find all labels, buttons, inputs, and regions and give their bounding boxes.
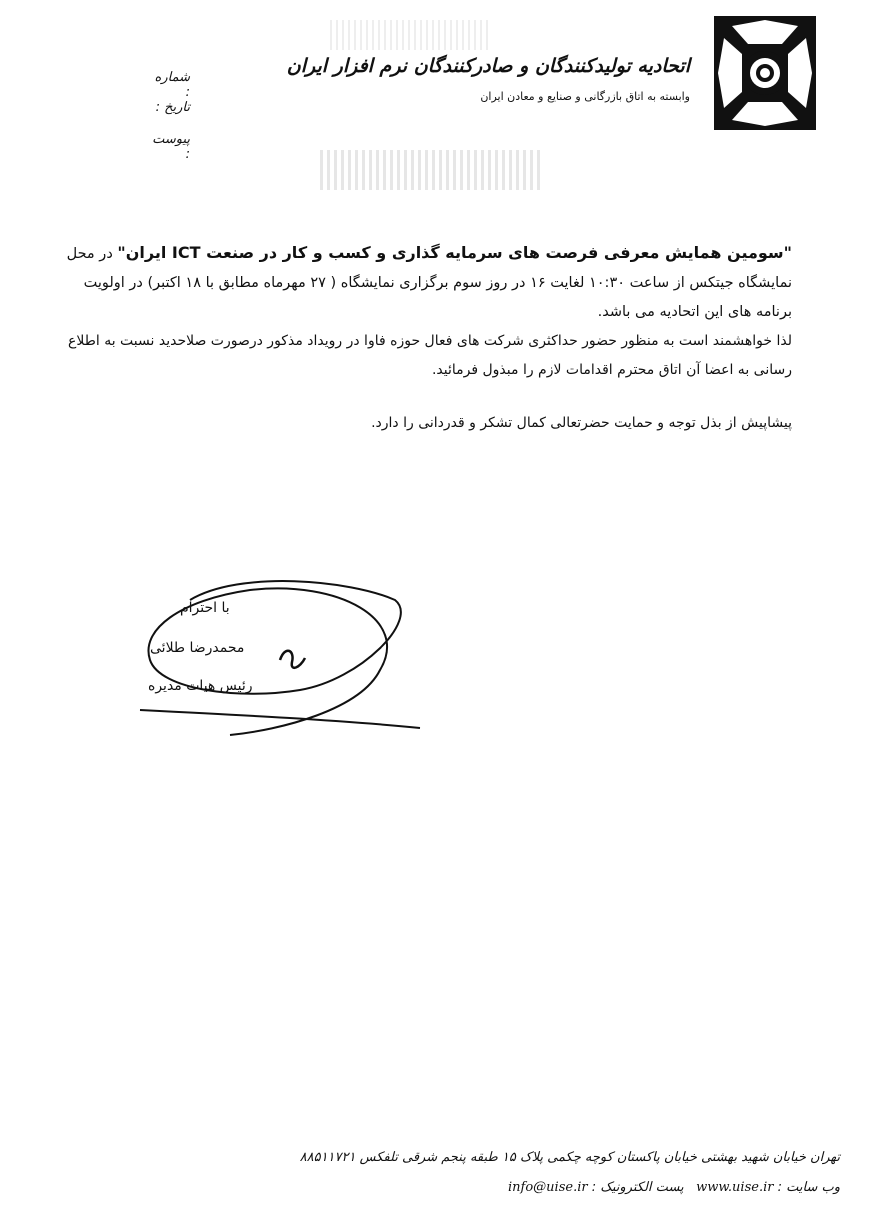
paragraph-2: لذا خواهشمند است به منظور حضور حداکثری شرکت های فعال حوزه فاوا در رویداد مذکور درصورت صلاحدید نسبت به اطلاع رسانی به اعضا آن اتاق محترم اقدامات لازم را مبذول فرمائید. [68,333,792,378]
scan-noise [320,150,540,190]
org-affiliation: وابسته به اتاق بازرگانی و صنایع و معادن ایران [480,90,690,103]
paragraph-1-text: در محل نمایشگاه جیتکس از ساعت ۱۰:۳۰ لغایت ۱۶ در روز سوم برگزاری نمایشگاه ( ۲۷ مهرماه مطابق با ۱۸ اکتبر) در اولویت برنامه های این اتحادیه می باشد. [66,246,792,320]
footer-contact [508,1180,840,1195]
email-label: پست الکترونیک : [591,1180,684,1195]
scan-noise [330,20,490,50]
footer-address: تهران خیابان شهید بهشتی خیابان پاکستان کوچه چکمی پلاک ۱۵ طبقه پنجم شرقی تلفکس ۸۸۵۱۱۷۲۱ [299,1150,840,1165]
web-label: وب سایت : [777,1180,840,1195]
attachment-label: پیوست : [152,132,190,162]
website-link[interactable]: www.uise.ir [696,1180,774,1195]
paragraph-3: پیشاپیش از بذل توجه و حمایت حضرتعالی کمال تشکر و قدردانی را دارد. [371,415,792,431]
number-label: شماره : [154,70,190,100]
signer-name: محمدرضا طلائی [150,640,245,656]
signer-title: رئیس هیات مدیره [148,678,253,694]
email-link[interactable]: info@uise.ir [508,1180,588,1195]
closing: با احترام [180,600,230,616]
letter-body [60,238,792,438]
org-name: اتحادیه تولیدکنندگان و صادرکنندگان نرم افزار ایران [286,55,690,77]
event-title: "سومین همایش معرفی فرصت های سرمایه گذاری و کسب و کار در صنعت ICT ایران" [117,243,792,262]
date-label: تاریخ : [155,100,190,115]
signature-scribble [120,560,440,760]
paragraph-1 [60,238,792,327]
union-logo [712,14,818,132]
footer [50,1150,840,1210]
